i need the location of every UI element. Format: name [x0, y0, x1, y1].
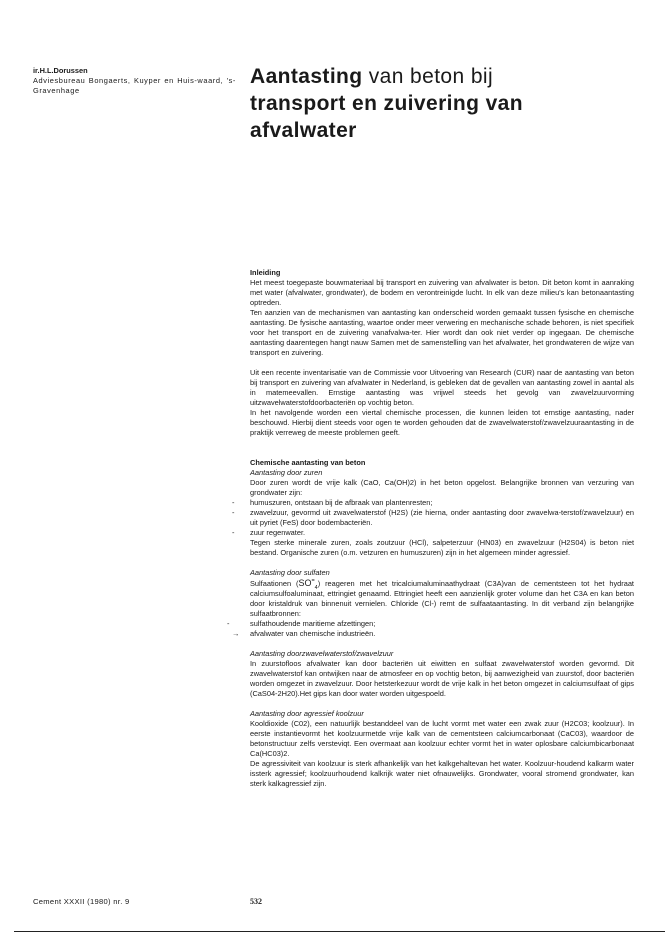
- title-line-2: transport en zuivering van: [250, 92, 523, 115]
- paragraph: De agressiviteit van koolzuur is sterk afhankelijk van het kalkgehaltevan het water. Koolzuur-houdend kalkarm water issterk agressief; koolzuurhoudend kalkrijk water niet ofnauwelijks. Grondwater, vooral stromend grondwater, kan sterk kalkagressief zijn.: [250, 759, 634, 788]
- list-item-text: zuur regenwater.: [250, 528, 306, 537]
- list-item-text: zwavelzuur, gevormd uit zwavelwaterstof (H2S) (zie hierna, onder aantasting door zwavelwa-terstof/zwavelzuur) en uit pyriet (FeS) door bodembacteriën.: [250, 508, 634, 527]
- sulfate-text-pre: Sulfaationen (: [250, 579, 299, 588]
- list-item: [232, 528, 634, 538]
- list-item: [232, 498, 634, 508]
- paragraph: Door zuren wordt de vrije kalk (CaO, Ca(OH)2) in het beton opgelost. Belangrijke bronnen van verzuring van grondwater zijn:: [250, 478, 634, 497]
- section-heading-chemische-aantasting: Chemische aantasting van beton: [250, 458, 366, 467]
- list-item-text: humuszuren, ontstaan bij de afbraak van plantenresten;: [250, 498, 433, 507]
- paragraph: In zuurstofloos afvalwater kan door bacteriën uit eiwitten en sulfaat zwavelwaterstof worden gevormd. Dit zwavelwaterstof kan ontwijken naar de atmosfeer en op vochtig beton, bij aanwezigheid van zuurstof, door bacteriën worden omgezet in zwavelzuur. Door hetsterkezuur wordt de vrije kalk in het beton omgezet in calciumsulfaat of gips (CaS04-2H20).Het gips kan door water worden uitgespoeld.: [250, 659, 634, 698]
- list-item-text: afvalwater van chemische industrieën.: [250, 629, 376, 638]
- paragraph: In het navolgende worden een viertal chemische processen, die kunnen leiden tot ernstige aantasting, nader beschouwd. Hierbij dient steeds voor ogen te worden gehouden dat de zwavelwaterstof/zwavelzuuraantasting in de praktijk verreweg de meeste problemen geeft.: [250, 408, 634, 437]
- title-rest: van beton bij: [362, 65, 494, 88]
- author-name: ir.H.L.Dorussen: [33, 66, 88, 75]
- subheading-zwavelwaterstof: Aantasting doorzwavelwaterstof/zwavelzuur: [250, 649, 394, 658]
- title-bold-lead: Aantasting: [250, 65, 363, 88]
- paragraph: Het meest toegepaste bouwmateriaal bij transport en zuivering van afvalwater is beton. Dit beton komt in aanraking met water (afvalwater, grondwater), de bodem en verontreinigde lucht. In elk van deze milieu's kan betonaantasting optreden.: [250, 278, 634, 307]
- bullet-marker: -: [232, 498, 235, 507]
- bottom-rule: [14, 931, 665, 932]
- bullet-marker: -: [232, 508, 235, 517]
- article-body: [227, 268, 634, 789]
- paragraph: Ten aanzien van de mechanismen van aantasting kan onderscheid worden gemaakt tussen fysische en chemische aantasting. De fysische aantasting, waartoe onder meer verwering en mechanische schade behoren, is niet specifiek voor het transport en de zuivering vanafvalwa-ter. Hier wordt dan ook niet verder op ingegaan. De chemische aantasting daarentegen hangt nauw Samen met de samenstelling van het afvalwater, het grondwateren de wijze van transport en zuivering.: [250, 308, 634, 357]
- subheading-sulfaten: Aantasting door sulfaten: [250, 568, 330, 577]
- sulfate-ion: [298, 578, 318, 591]
- paragraph: Kooldioxide (C02), een natuurlijk bestanddeel van de lucht vormt met water een zwak zuur (H2C03; koolzuur). In eerste instantievormt het koolzuurmetde vrije kalk van de cementsteen calciumcarbonaat (CaC03), waardoor de betonstructuur zelfs versteviqt. Een overmaat aan koolzuur echter vormt het in water oplosbare calciumbicarbonaat Ca(HC03)2.: [250, 719, 634, 758]
- author-block: [33, 66, 236, 96]
- ion-index: 4: [314, 584, 318, 591]
- list-item: [227, 619, 634, 629]
- subheading-zuren: Aantasting door zuren: [250, 468, 323, 477]
- list-item: [232, 629, 634, 639]
- page-number: 532: [250, 897, 262, 906]
- section-heading-inleiding: Inleiding: [250, 268, 281, 277]
- paragraph: Tegen sterke minerale zuren, zoals zoutzuur (HCl), salpeterzuur (HN03) en zwavelzuur (H2S04) is beton niet bestand. Organische zuren (o.m. vetzuren en humuszuren) zijn in het algemeen minder agressief.: [250, 538, 634, 557]
- sulfate-text-post: ) reageren met het tricalciumaluminaathydraat (C3A)van de cementsteen tot het hydraat calciumsulfoaluminaat, ettringiet genaamd. Ettringiet heeft een aanzienlijk groter volume dan het C3A en kan beton door kristaldruk van binnenuit vernielen. Chloride (Cl-) remt de sulfaataantasting. In dit verband zijn belangrijke sulfaatbronnen:: [250, 579, 634, 618]
- bullet-marker: -: [227, 619, 230, 628]
- author-affiliation: Adviesbureau Bongaerts, Kuyper en Huis-waard, 's-Gravenhage: [33, 76, 236, 95]
- bullet-marker: -: [232, 528, 235, 537]
- ion-charge: =: [311, 578, 315, 584]
- list-item-text: sulfathoudende maritieme afzettingen;: [250, 619, 376, 628]
- list-item: [232, 508, 634, 528]
- title-line-1: [250, 63, 640, 90]
- subheading-koolzuur: Aantasting door agressief koolzuur: [250, 709, 364, 718]
- journal-footer: Cement XXXII (1980) nr. 9: [33, 897, 130, 906]
- title-line-3: afvalwater: [250, 119, 357, 142]
- arrow-marker: →: [232, 629, 240, 638]
- article-title: [250, 63, 640, 144]
- ion-base: SO: [298, 578, 312, 588]
- paragraph: [250, 578, 634, 619]
- paragraph: Uit een recente inventarisatie van de Commissie voor Uitvoering van Research (CUR) naar de aantasting van beton bij transport en zuivering van afvalwater in Nederland, is gebleken dat de gevallen van aantasting zowel in aantal als in matemeevallen. Ernstige aantasting was vrijwel steeds het gevolg van zwavelzuurvorming uitzwavelwaterstofdoorbacteriën op vochtig beton.: [250, 368, 634, 407]
